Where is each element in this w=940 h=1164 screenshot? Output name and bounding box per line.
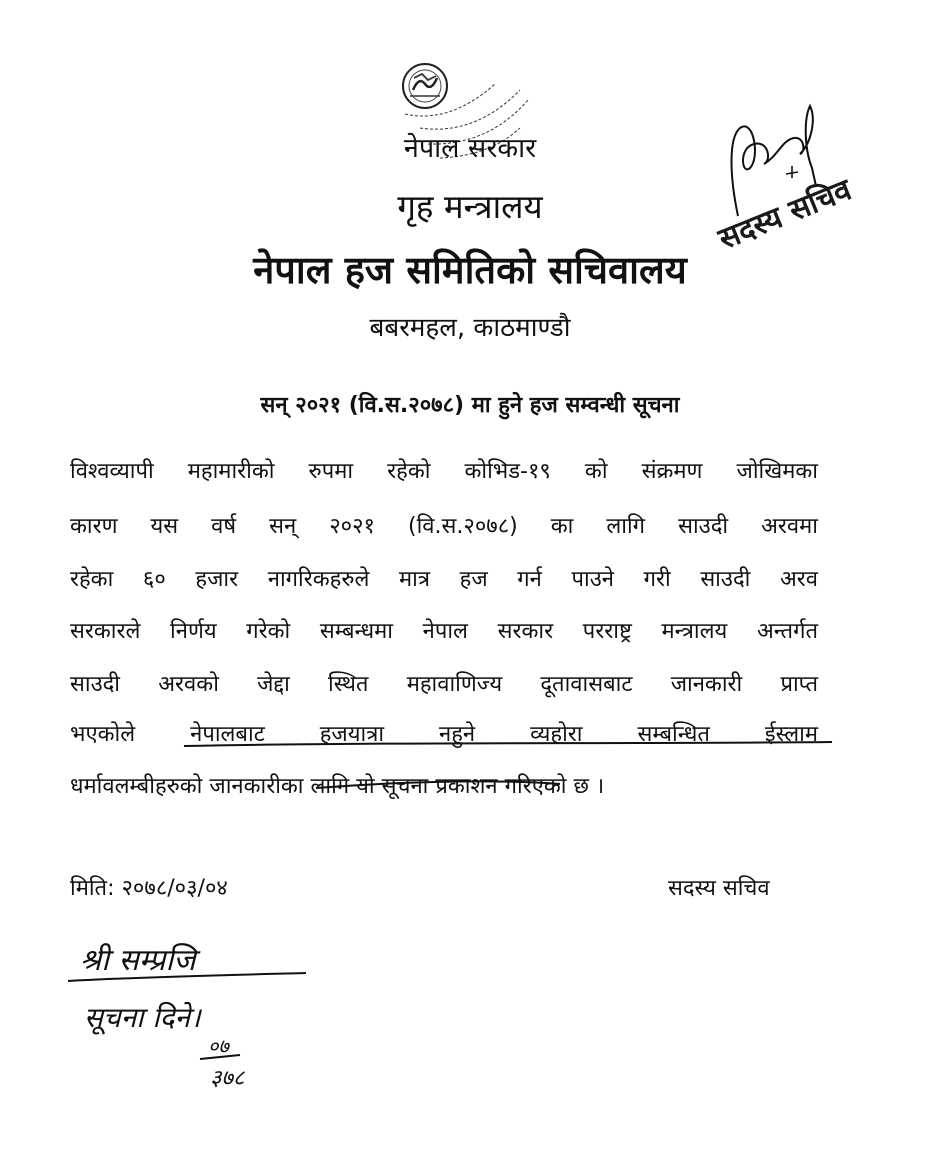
handwritten-underline	[180, 740, 840, 800]
ministry-name: गृह मन्त्रालय	[397, 187, 543, 226]
svg-text:श्री सम्प्रजि: श्री सम्प्रजि	[80, 943, 196, 978]
svg-text:३७८: ३७८	[210, 1066, 245, 1091]
notice-body-line: भएकोले नेपालबाट हजयात्रा नहुने व्यहोरा सम्बन्धित ईस्लाम	[70, 722, 818, 747]
office-title: नेपाल हज समितिको सचिवालय	[253, 248, 687, 292]
notice-body-line: रहेका ६० हजार नागरिकहरुले मात्र हज गर्न पाउने गरी साउदी अरव	[70, 567, 818, 592]
handwritten-endorsement	[60, 925, 320, 1095]
notice-date: मिति: २०७८/०३/०४	[70, 876, 228, 901]
signer-title: सदस्य सचिव	[668, 876, 770, 901]
svg-text:०७: ०७	[208, 1034, 229, 1058]
notice-body-line: विश्वव्यापी महामारीको रुपमा रहेको कोभिड-१९ को संक्रमण जोखिमका	[70, 459, 818, 484]
notice-subject: सन् २०२१ (वि.स.२०७८) मा हुने हज सम्वन्धी सूचना	[260, 393, 680, 418]
notice-body-line: कारण यस वर्ष सन् २०२१ (वि.स.२०७८) का लागि साउदी अरवमा	[70, 514, 818, 539]
svg-text:सूचना दिने।: सूचना दिने।	[84, 1001, 201, 1034]
office-seal-stamp	[380, 48, 550, 188]
notice-body-line: साउदी अरवको जेद्दा स्थित महावाणिज्य दूतावासबाट जानकारी प्राप्त	[70, 672, 818, 697]
member-secretary-stamp: सदस्य सचिव	[713, 172, 857, 258]
office-address: बबरमहल, काठमाण्डौ	[369, 313, 571, 343]
government-name: नेपाल सरकार	[403, 133, 537, 164]
notice-body-line: धर्मावलम्बीहरुको जानकारीका लागि यो सूचना प्रकाशन गरिएको छ ।	[70, 774, 605, 799]
notice-body-line: सरकारले निर्णय गरेको सम्बन्धमा नेपाल सरकार परराष्ट्र मन्त्रालय अन्तर्गत	[70, 619, 818, 644]
